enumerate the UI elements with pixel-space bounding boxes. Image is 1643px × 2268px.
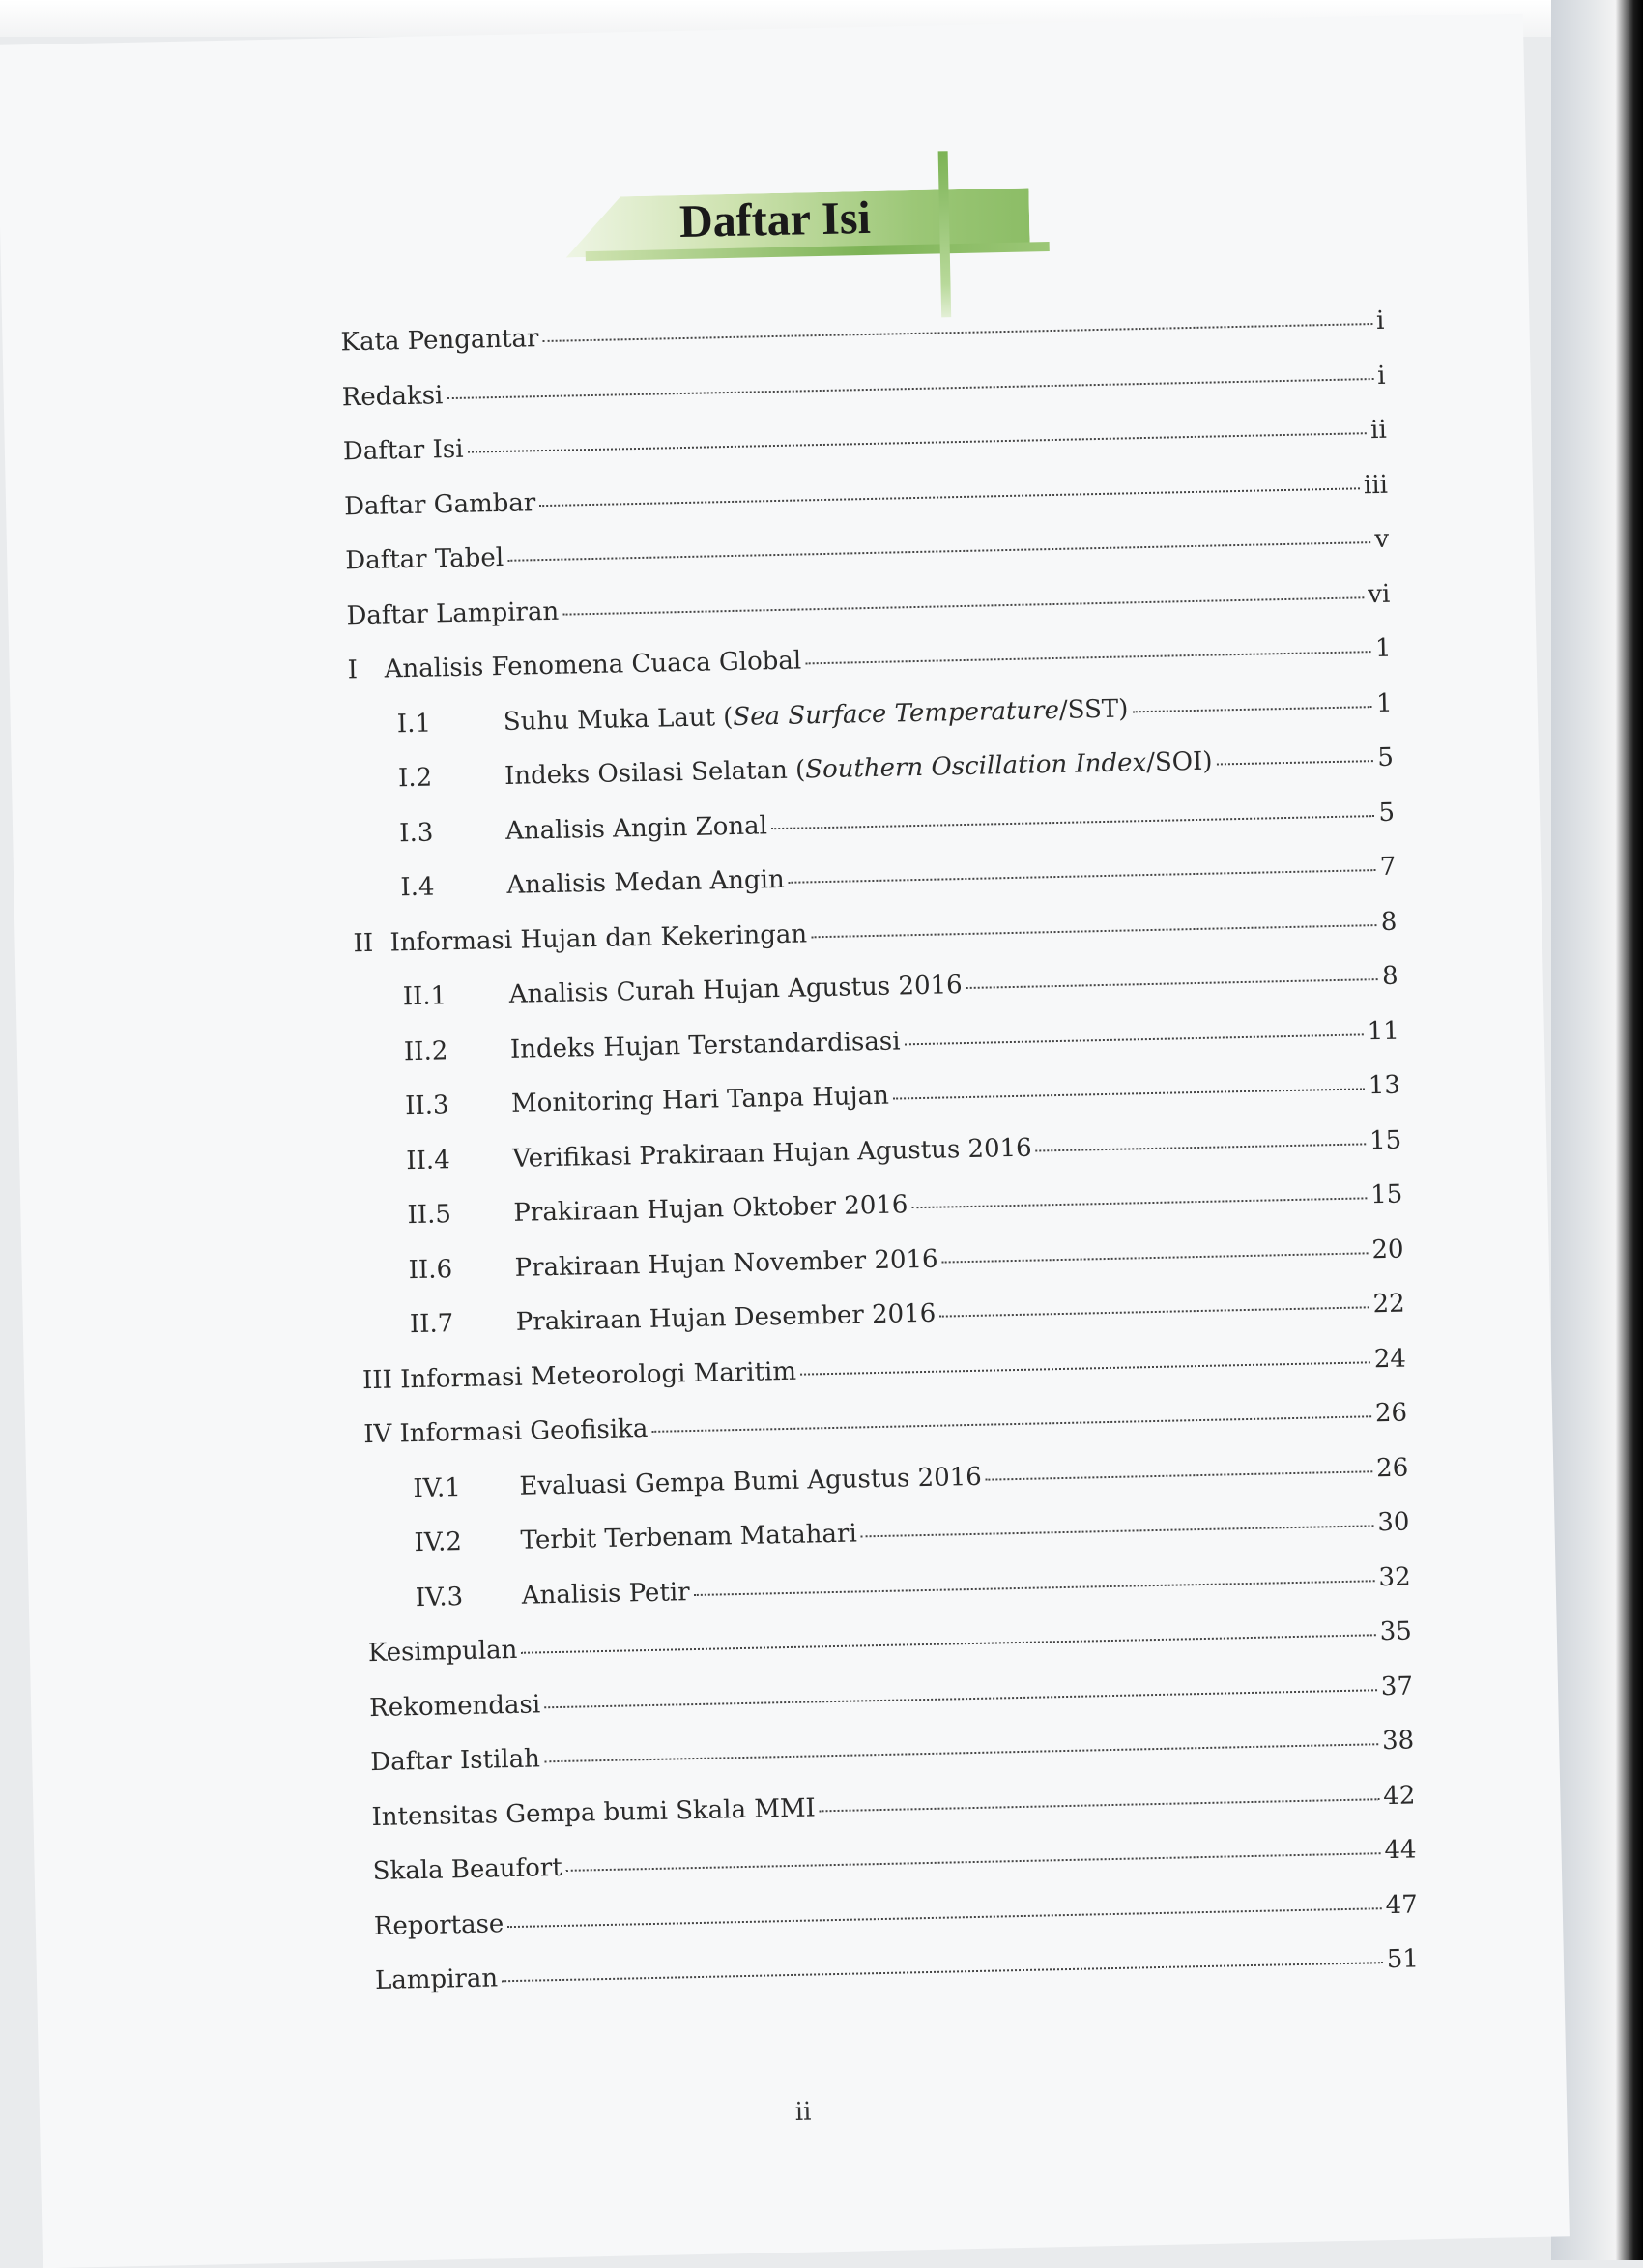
toc-entry-page: 51 xyxy=(1386,1944,1420,1975)
toc-dot-leader xyxy=(911,1195,1367,1208)
page-title: Daftar Isi xyxy=(678,191,872,248)
toc-entry-page: vi xyxy=(1367,579,1391,609)
toc-entry-label: Lampiran xyxy=(374,1963,499,1996)
toc-dot-leader xyxy=(651,1413,1371,1433)
toc-entry-page: ii xyxy=(1369,415,1388,446)
toc-entry-page: 26 xyxy=(1375,1453,1409,1483)
toc-entry-number: II.2 xyxy=(403,1035,448,1066)
toc-entry-number: II.7 xyxy=(409,1309,454,1340)
toc-entry-label: Daftar Lampiran xyxy=(346,596,560,630)
toc-entry-page: 37 xyxy=(1380,1671,1414,1701)
document-page xyxy=(0,14,1570,2268)
toc-entry-page: 30 xyxy=(1377,1507,1410,1538)
toc-dot-leader xyxy=(800,1359,1370,1375)
toc-dot-leader xyxy=(939,1304,1369,1317)
toc-entry-label: Daftar Gambar xyxy=(343,487,536,521)
toc-entry-label: IV Informasi Geofisika xyxy=(362,1413,649,1450)
toc-dot-leader xyxy=(1132,704,1372,712)
toc-entry-label: Daftar Tabel xyxy=(345,542,504,576)
toc-entry-page: 15 xyxy=(1369,1125,1402,1155)
toc-entry-label: Prakiraan Hujan November 2016 xyxy=(514,1244,938,1283)
toc-dot-leader xyxy=(789,867,1376,884)
toc-entry-page: 44 xyxy=(1384,1835,1417,1866)
toc-entry-page: 20 xyxy=(1371,1235,1404,1265)
toc-dot-leader xyxy=(966,976,1378,989)
toc-entry-number: IV.3 xyxy=(415,1582,464,1613)
toc-dot-leader xyxy=(820,1796,1380,1812)
toc-entry-label: Skala Beaufort xyxy=(372,1852,563,1887)
toc-entry-page: v xyxy=(1374,524,1390,555)
title-vertical-rule xyxy=(938,151,952,317)
toc-entry-label: Analisis Angin Zonal xyxy=(504,810,768,846)
toc-dot-leader xyxy=(1036,1141,1366,1151)
title-banner xyxy=(564,149,1052,333)
toc-entry-number: IV.2 xyxy=(414,1527,463,1558)
toc-dot-leader xyxy=(893,1086,1365,1099)
toc-entry-label: Rekomendasi xyxy=(368,1689,541,1723)
toc-entry-number: II xyxy=(353,928,374,958)
toc-entry-label: Analisis Medan Angin xyxy=(506,864,785,900)
toc-entry-number: II.1 xyxy=(402,981,447,1012)
toc-dot-leader xyxy=(502,1960,1383,1982)
toc-entry-label: Daftar Isi xyxy=(342,434,464,467)
toc-entry-label: Prakiraan Hujan Desember 2016 xyxy=(515,1298,937,1337)
toc-dot-leader xyxy=(986,1468,1372,1480)
toc-entry-label: Indeks Hujan Terstandardisasi xyxy=(509,1026,901,1064)
toc-dot-leader xyxy=(566,1850,1381,1872)
toc-entry-label: Analisis Petir xyxy=(521,1577,690,1611)
toc-dot-leader xyxy=(544,1687,1377,1708)
toc-dot-leader xyxy=(539,485,1360,507)
toc-entry-page: 8 xyxy=(1381,961,1398,991)
toc-entry-label: Daftar Istilah xyxy=(370,1744,541,1778)
toc-dot-leader xyxy=(811,922,1377,938)
toc-entry-page: 26 xyxy=(1374,1398,1408,1429)
toc-entry-label: Evaluasi Gempa Bumi Agustus 2016 xyxy=(519,1462,983,1501)
toc-dot-leader xyxy=(521,1632,1375,1654)
toc-entry-number: II.6 xyxy=(408,1254,453,1285)
toc-entry-label: Kata Pengantar xyxy=(340,324,539,358)
toc-entry-page: i xyxy=(1375,305,1385,335)
toc-entry-number: II.3 xyxy=(404,1090,449,1121)
toc-dot-leader xyxy=(507,539,1370,562)
toc-entry-page: 13 xyxy=(1368,1070,1401,1101)
toc-entry-page: 11 xyxy=(1367,1016,1400,1046)
toc-entry-page: 5 xyxy=(1378,798,1396,828)
toc-entry-label: III Informasi Meteorologi Maritim xyxy=(361,1356,797,1395)
toc-entry-number: I.4 xyxy=(400,872,435,903)
toc-entry-page: 38 xyxy=(1381,1726,1415,1757)
toc-dot-leader xyxy=(507,1905,1381,1928)
toc-entry-label: Analisis Fenomena Cuaca Global xyxy=(384,646,802,684)
toc-dot-leader xyxy=(1216,758,1373,765)
toc-entry-page: 15 xyxy=(1369,1179,1403,1210)
toc-entry-page: iii xyxy=(1363,470,1389,500)
toc-entry-page: 35 xyxy=(1379,1616,1413,1647)
toc-entry-label: Kesimpulan xyxy=(367,1635,518,1669)
toc-entry-page: 32 xyxy=(1378,1561,1411,1592)
toc-dot-leader xyxy=(861,1523,1374,1537)
toc-dot-leader xyxy=(771,813,1375,829)
toc-entry-page: 22 xyxy=(1372,1289,1405,1320)
scan-right-edge xyxy=(1551,0,1643,2260)
toc-entry-label: Terbit Terbenam Matahari xyxy=(520,1519,858,1556)
toc-entry-page: 24 xyxy=(1373,1344,1407,1374)
toc-entry-page: 1 xyxy=(1374,633,1392,664)
toc-entry-number: I.2 xyxy=(397,763,433,794)
toc-dot-leader xyxy=(904,1032,1363,1045)
toc-entry-label: Prakiraan Hujan Oktober 2016 xyxy=(513,1190,908,1228)
toc-entry-number: I.1 xyxy=(396,709,432,739)
toc-dot-leader xyxy=(544,1741,1378,1762)
toc-entry-page: 42 xyxy=(1382,1780,1416,1811)
toc-entry-number: I.3 xyxy=(398,818,434,848)
toc-entry-number: II.5 xyxy=(407,1200,452,1231)
toc-entry-page: 8 xyxy=(1380,907,1398,937)
toc-entry-label: Redaksi xyxy=(341,380,444,412)
toc-entry-label: Verifikasi Prakiraan Hujan Agustus 2016 xyxy=(512,1133,1032,1174)
toc-dot-leader xyxy=(562,595,1364,615)
toc-dot-leader xyxy=(805,649,1371,664)
toc-entry-page: 1 xyxy=(1375,688,1393,718)
toc-entry-label: Indeks Osilasi Selatan (Southern Oscillation Index/SOI) xyxy=(504,746,1213,791)
toc-entry-label: Suhu Muka Laut (Sea Surface Temperature/SST) xyxy=(503,693,1129,737)
toc-dot-leader xyxy=(467,430,1367,452)
table-of-contents xyxy=(340,306,1419,2021)
toc-entry-page: 5 xyxy=(1376,742,1395,773)
toc-entry-label: Analisis Curah Hujan Agustus 2016 xyxy=(508,971,963,1009)
toc-entry-number: I xyxy=(347,655,359,685)
toc-dot-leader xyxy=(942,1250,1369,1263)
page-number: ii xyxy=(794,2097,812,2127)
toc-entry-label: Intensitas Gempa bumi Skala MMI xyxy=(371,1792,817,1832)
toc-entry-label: Monitoring Hari Tanpa Hujan xyxy=(510,1081,890,1119)
toc-entry-label: Reportase xyxy=(373,1908,504,1941)
toc-dot-leader xyxy=(542,321,1372,342)
toc-dot-leader xyxy=(694,1578,1375,1596)
toc-entry-page: i xyxy=(1376,361,1386,391)
toc-entry-page: 7 xyxy=(1379,852,1397,882)
toc-entry-page: 47 xyxy=(1385,1889,1419,1920)
toc-entry-number: II.4 xyxy=(406,1145,451,1176)
toc-entry-number: IV.1 xyxy=(413,1472,462,1503)
toc-dot-leader xyxy=(447,376,1373,399)
toc-entry-label: Informasi Hujan dan Kekeringan xyxy=(389,918,808,957)
